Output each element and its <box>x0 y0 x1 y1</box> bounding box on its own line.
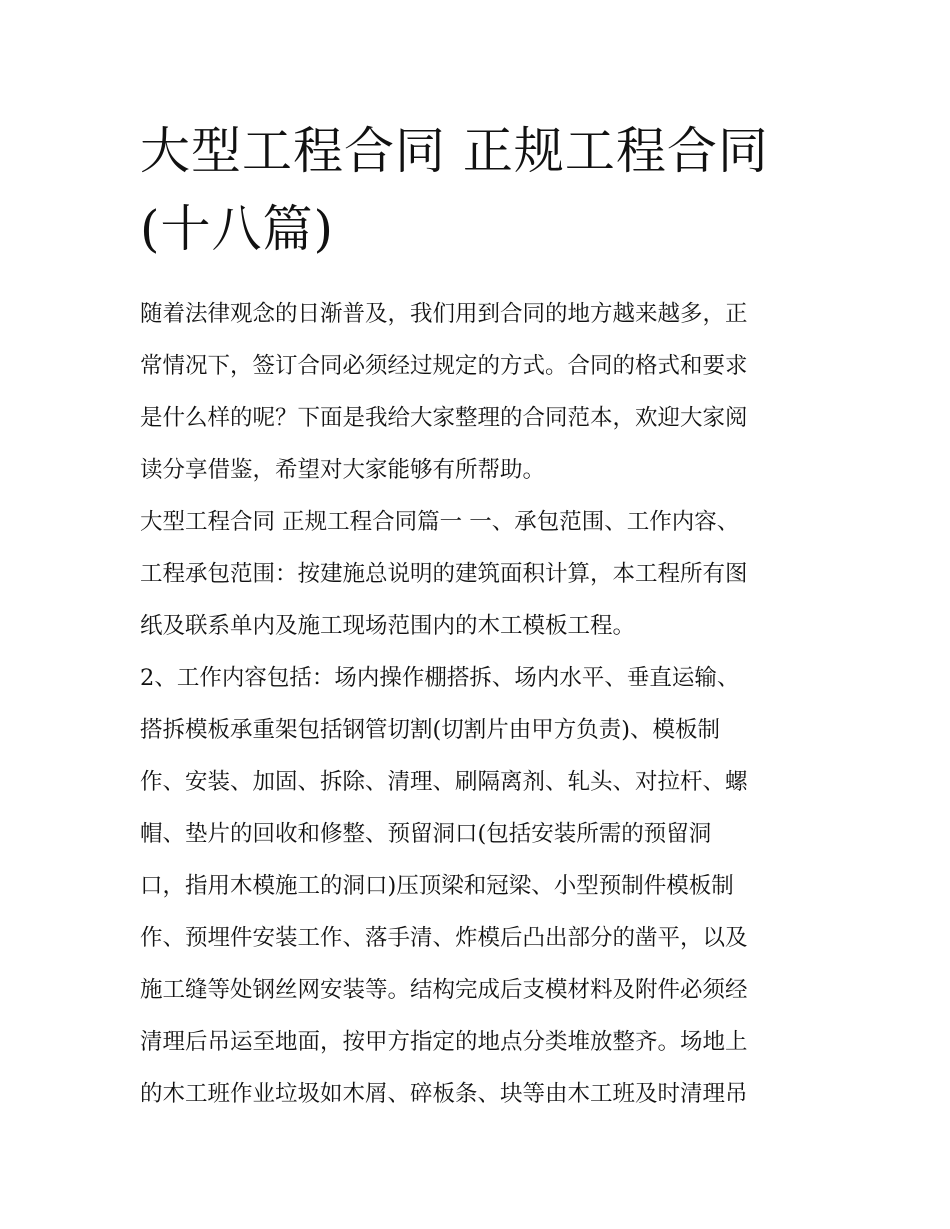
text-line: 施工缝等处钢丝网安装等。结构完成后支模材料及附件必须经 <box>140 977 748 1003</box>
text-line: 纸及联系单内及施工现场范围内的木工模板工程。 <box>140 613 636 639</box>
text-line: 搭拆模板承重架包括钢管切割(切割片由甲方负责)、模板制 <box>140 717 721 743</box>
document-page <box>140 112 816 1120</box>
intro-paragraph <box>140 288 816 496</box>
work-content-paragraph <box>140 652 816 1120</box>
text-line: 读分享借鉴，希望对大家能够有所帮助。 <box>140 457 546 483</box>
title-line: 大型工程合同 正规工程合同 <box>140 122 769 180</box>
text-line: 是什么样的呢？下面是我给大家整理的合同范本，欢迎大家阅 <box>140 405 748 431</box>
text-line: 帽、垫片的回收和修整、预留洞口(包括安装所需的预留洞 <box>140 821 712 847</box>
text-line: 作、安装、加固、拆除、清理、刷隔离剂、轧头、对拉杆、螺 <box>140 769 748 795</box>
text-line: 清理后吊运至地面，按甲方指定的地点分类堆放整齐。场地上 <box>140 1029 748 1055</box>
text-line: 的木工班作业垃圾如木屑、碎板条、块等由木工班及时清理吊 <box>140 1081 748 1107</box>
scope-paragraph <box>140 496 816 652</box>
text-line: 大型工程合同 正规工程合同篇一 一、承包范围、工作内容、 <box>140 509 740 535</box>
text-line: 2、工作内容包括：场内操作棚搭拆、场内水平、垂直运输、 <box>140 665 740 691</box>
document-title <box>140 112 816 268</box>
text-line: 常情况下，签订合同必须经过规定的方式。合同的格式和要求 <box>140 353 748 379</box>
title-line: (十八篇) <box>140 200 335 258</box>
text-line: 工程承包范围：按建施总说明的建筑面积计算，本工程所有图 <box>140 561 748 587</box>
text-line: 口，指用木模施工的洞口)压顶梁和冠梁、小型预制件模板制 <box>140 873 734 899</box>
text-line: 随着法律观念的日渐普及，我们用到合同的地方越来越多，正 <box>140 301 748 327</box>
text-line: 作、预埋件安装工作、落手清、炸模后凸出部分的凿平，以及 <box>140 925 748 951</box>
